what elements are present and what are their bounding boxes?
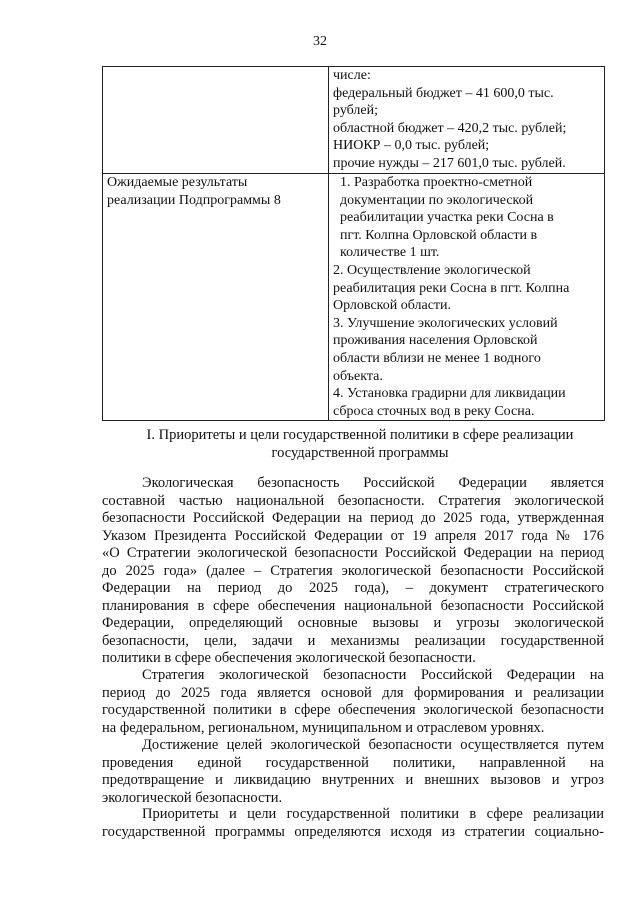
text-line: безопасности, цели, задачи и механизмы реализации государственной — [102, 632, 604, 649]
text-line: планирования в сфере обеспечения национальной безопасности Российской — [102, 597, 604, 614]
cell-line: реализации Подпрограммы 8 — [107, 192, 281, 208]
text-line: проведения единой государственной политики, направленной на — [102, 754, 604, 771]
cell-line: количестве 1 шт. — [340, 245, 440, 261]
text-line: период до 2025 года является основой для формирования и реализации — [102, 684, 604, 701]
cell-line: 4. Установка градирни для ликвидации — [333, 386, 566, 402]
cell-line: Орловской области. — [333, 298, 452, 314]
page-number: 32 — [313, 34, 327, 49]
cell-line: числе: — [333, 68, 371, 83]
cell-line: 3. Улучшение экологических условий — [333, 315, 558, 331]
table-row — [103, 174, 605, 421]
text-line: предотвращение и ликвидацию внутренних и внешних вызовов и угроз — [102, 772, 604, 788]
cell-line: области вблизи не менее 1 водного — [333, 350, 541, 366]
cell-line: прочие нужды – 217 601,0 тыс. рублей. — [333, 155, 566, 171]
cell-line: документации по экологической — [340, 192, 534, 208]
text-line: Экологическая безопасность Российской Федерации является — [142, 475, 604, 491]
text-line: государственной программы определяются исходя из стратегии социально- — [102, 823, 604, 840]
cell-line: федеральный бюджет – 41 600,0 тыс. — [333, 85, 554, 101]
subprogram-passport-table — [102, 66, 605, 421]
text-line: Федерации на период до 2025 года), – документ стратегического — [102, 580, 604, 596]
cell-line: проживания населения Орловской — [333, 333, 538, 349]
cell-line: рублей; — [333, 103, 378, 119]
text-line: на федеральном, региональном, муниципальном и отраслевом уровнях. — [102, 719, 545, 736]
table-cell-label — [103, 67, 329, 174]
text-line: экологической безопасности. — [102, 789, 283, 806]
text-line: «О Стратегии экологической безопасности Российской Федерации на период — [102, 545, 604, 561]
text-line: государственной политики в сфере обеспечения экологической безопасности — [102, 702, 604, 718]
cell-line: реабилитация реки Сосна в пгт. Колпна — [333, 280, 570, 296]
text-line: политики в сфере обеспечения экологической безопасности. — [102, 650, 476, 666]
paragraph — [102, 806, 604, 841]
text-line: составной частью национальной безопасности. Стратегия экологической — [102, 492, 604, 509]
text-line: безопасности Российской Федерации на период до 2025 года, утвержденная — [102, 510, 604, 526]
cell-line: 1. Разработка проектно-сметной — [340, 175, 533, 190]
table-cell-financing — [329, 67, 605, 174]
cell-line: пгт. Колпна Орловской области в — [340, 227, 538, 243]
table-row — [103, 67, 605, 174]
text-line: до 2025 года» (далее – Стратегия экологической безопасности Российской — [102, 562, 604, 579]
cell-line: сброса сточных вод в реку Сосна. — [333, 403, 535, 419]
text-line: Указом Президента Российской Федерации от 19 апреля 2017 года № 176 — [102, 527, 604, 544]
paragraph — [102, 475, 604, 668]
cell-line: НИОКР – 0,0 тыс. рублей; — [333, 138, 490, 154]
text-line: Стратегия экологической безопасности Российской Федерации на — [142, 667, 604, 683]
cell-line: Ожидаемые результаты — [107, 175, 248, 190]
heading-line: I. Приоритеты и цели государственной политики в сфере реализации — [146, 427, 574, 443]
table-cell-expected-results — [329, 174, 605, 421]
cell-line: 2. Осуществление экологической — [333, 262, 531, 278]
section-heading — [110, 427, 610, 462]
paragraph — [102, 667, 604, 737]
text-line: Достижение целей экологической безопасности осуществляется путем — [142, 737, 604, 753]
cell-line: реабилитации участка реки Сосна в — [340, 210, 554, 226]
text-line: Приоритеты и цели государственной политики в сфере реализации — [142, 806, 604, 822]
heading-line: государственной программы — [271, 444, 449, 461]
text-line: Федерации, определяющий основные вызовы и угрозы экологической — [102, 615, 604, 631]
cell-line: областной бюджет – 420,2 тыс. рублей; — [333, 120, 567, 136]
table-cell-label — [103, 174, 329, 421]
paragraph — [102, 737, 604, 807]
cell-line: объекта. — [333, 368, 383, 384]
